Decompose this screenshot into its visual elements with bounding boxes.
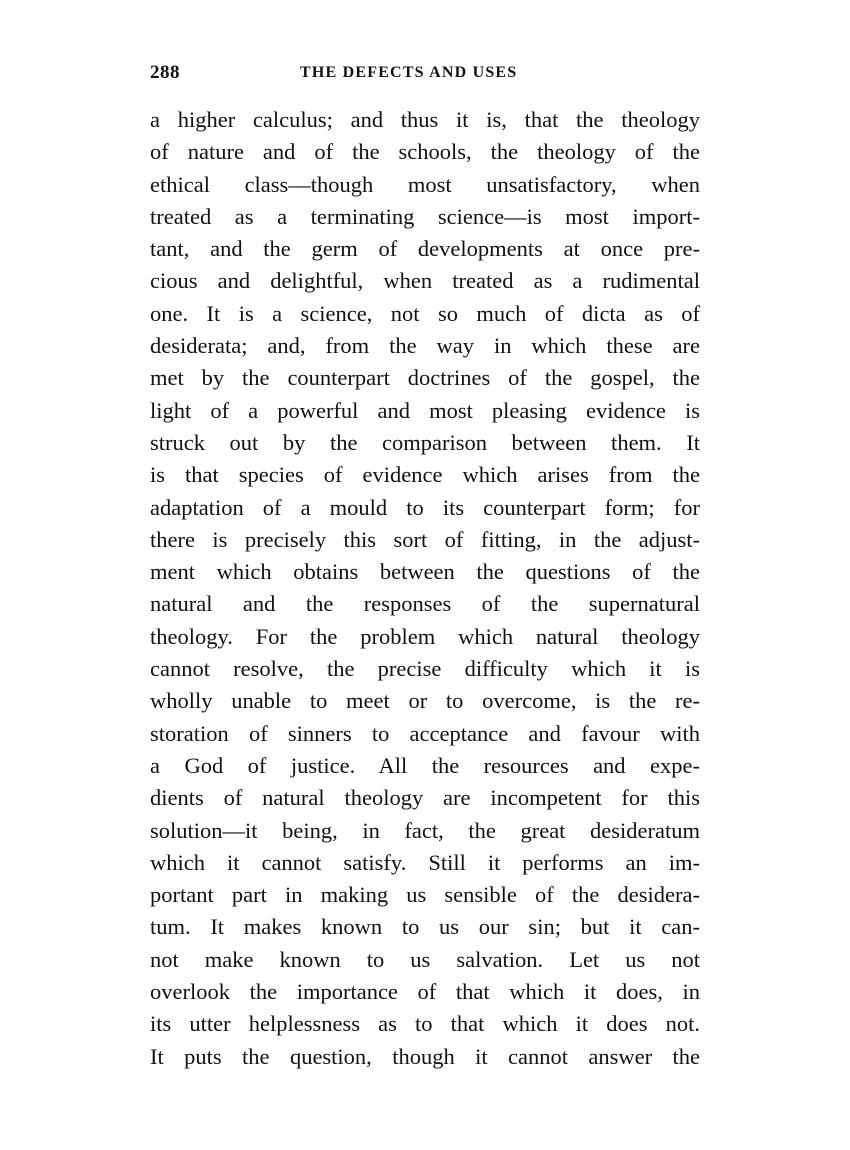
text-line: a higher calculus; and thus it is, that the theology [150, 107, 700, 132]
text-line: ethical class—though most unsatisfactory, when [150, 171, 700, 197]
text-line: tant, and the germ of developments at once pre- [150, 236, 700, 262]
text-line: dients of natural theology are incompetent for this [150, 785, 700, 811]
text-line: storation of sinners to acceptance and favour with [150, 720, 700, 746]
text-line: theology. For the problem which natural theology [150, 623, 700, 649]
body-text [150, 104, 700, 1073]
text-line: natural and the responses of the supernatural [150, 591, 700, 617]
text-line: its utter helplessness as to that which it does not. [150, 1011, 700, 1037]
text-line: It puts the question, though it cannot answer the [150, 1043, 700, 1069]
text-line: which it cannot satisfy. Still it performs an im- [150, 849, 700, 875]
text-line: cannot resolve, the precise difficulty which it is [150, 656, 700, 682]
page-header [150, 62, 700, 86]
text-line: is that species of evidence which arises from the [150, 462, 700, 488]
text-line: light of a powerful and most pleasing evidence is [150, 397, 700, 423]
text-line: struck out by the comparison between them. It [150, 429, 700, 455]
text-line: solution—it being, in fact, the great desideratum [150, 817, 700, 843]
text-line: there is precisely this sort of fitting, in the adjust- [150, 526, 700, 552]
text-line: ment which obtains between the questions of the [150, 559, 700, 585]
text-line: one. It is a science, not so much of dicta as of [150, 300, 700, 326]
text-line: wholly unable to meet or to overcome, is the re- [150, 688, 700, 714]
text-line: overlook the importance of that which it does, in [150, 979, 700, 1005]
text-line: portant part in making us sensible of the desidera- [150, 882, 700, 908]
running-head: THE DEFECTS AND USES [300, 64, 518, 81]
page-number: 288 [150, 62, 180, 83]
text-line: adaptation of a mould to its counterpart form; for [150, 494, 700, 520]
text-line: tum. It makes known to us our sin; but it can- [150, 914, 700, 940]
text-line: met by the counterpart doctrines of the gospel, the [150, 365, 700, 391]
text-line: cious and delightful, when treated as a rudimental [150, 268, 700, 294]
text-line: of nature and of the schools, the theology of the [150, 139, 700, 165]
text-line: desiderata; and, from the way in which these are [150, 333, 700, 359]
text-line: treated as a terminating science—is most import- [150, 203, 700, 229]
text-line: a God of justice. All the resources and expe- [150, 752, 700, 778]
text-line: not make known to us salvation. Let us not [150, 946, 700, 972]
